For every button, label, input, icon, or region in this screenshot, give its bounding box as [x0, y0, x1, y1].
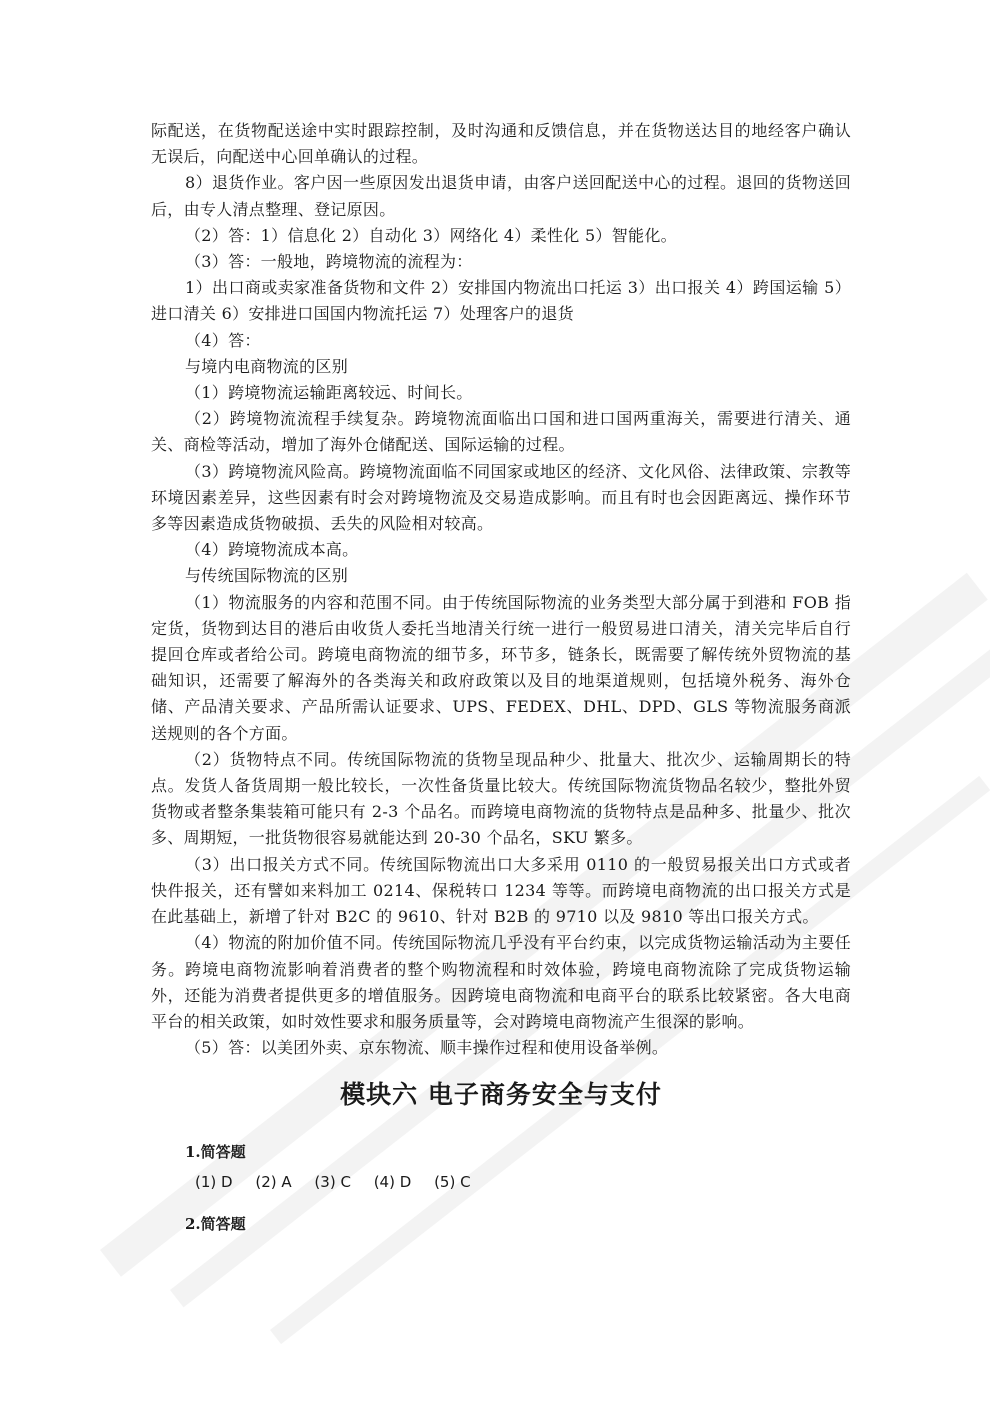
paragraph: （4）跨境物流成本高。 — [185, 540, 359, 560]
paragraph: （1）物流服务的内容和范围不同。由于传统国际物流的业务类型大部分属于到港和 FOB 指定货，货物到达目的港后由收货人委托当地清关行统一进行一般贸易进口清关，清关完毕后自行提回仓库或者给公司。跨境电商物流的细节多，环节多，链条长，既需要了解传统外贸物流的基础知识，还需要了解海外的各类海关和政府政策以及目的地渠道规则，包括境外税务、海外仓储、产品清关要求、产品所需认证要求、UPS、FEDEX、DHL、DPD、GLS 等物流服务商派送规则的各个方面。 — [151, 592, 851, 743]
paragraph: （3）答：一般地，跨境物流的流程为： — [185, 252, 473, 272]
paragraph: 1）出口商或卖家准备货物和文件 2）安排国内物流出口托运 3）出口报关 4）跨国运输 5）进口清关 6）安排进口国国内物流托运 7）处理客户的退货 — [151, 278, 851, 324]
answer-item: (2) A — [255, 1173, 292, 1192]
paragraph: （3）出口报关方式不同。传统国际物流出口大多采用 0110 的一般贸易报关出口方式或者快件报关，还有譬如来料加工 0214、保税转口 1234 等等。而跨境电商物流的出口报关方式是在此基础上，新增了针对 B2C 的 9610、针对 B2B 的 9710 以及 9810 等出口报关方式。 — [151, 854, 851, 927]
answer-item: (5) C — [434, 1173, 471, 1192]
paragraph: 与境内电商物流的区别 — [185, 356, 349, 376]
answer-item: (3) C — [314, 1173, 351, 1192]
paragraph: 与传统国际物流的区别 — [185, 566, 349, 586]
paragraph: （2）跨境物流流程手续复杂。跨境物流面临出口国和进口国两重海关，需要进行清关、通关、商检等活动，增加了海外仓储配送、国际运输的过程。 — [151, 409, 851, 455]
module-title: 模块六 电子商务安全与支付 — [340, 1080, 662, 1110]
answer-list — [151, 1167, 851, 1197]
paragraph: 8）退货作业。客户因一些原因发出退货申请，由客户送回配送中心的过程。退回的货物送回后，由专人清点整理、登记原因。 — [151, 173, 851, 219]
paragraph: （1）跨境物流运输距离较远、时间长。 — [185, 383, 473, 403]
answer-item: (4) D — [373, 1173, 412, 1192]
answer-item: (1) D — [195, 1173, 233, 1192]
paragraph: （3）跨境物流风险高。跨境物流面临不同国家或地区的经济、文化风俗、法律政策、宗教等环境因素差异，这些因素有时会对跨境物流及交易造成影响。而且有时也会因距离远、操作环节多等因素造成货物破损、丢失的风险相对较高。 — [151, 461, 851, 534]
paragraph: （4）答： — [185, 330, 261, 350]
paragraph: （2）货物特点不同。传统国际物流的货物呈现品种少、批量大、批次少、运输周期长的特点。发货人备货周期一般比较长，一次性备货量比较大。传统国际物流货物品名较少，整批外贸货物或者整条集装箱可能只有 2-3 个品名。而跨境电商物流的货物特点是品种多、批量少、批次多、周期短，一批货物很容易就能达到 20-30 个品名，SKU 繁多。 — [151, 749, 851, 848]
section-title-1: 1.简答题 — [185, 1143, 246, 1162]
page-content — [151, 118, 851, 1237]
section-title-2: 2.简答题 — [185, 1215, 246, 1234]
paragraph: 际配送，在货物配送途中实时跟踪控制，及时沟通和反馈信息，并在货物送达目的地经客户确认无误后，向配送中心回单确认的过程。 — [151, 121, 851, 167]
paragraph: （5）答：以美团外卖、京东物流、顺丰操作过程和使用设备举例。 — [185, 1038, 669, 1058]
paragraph: （4）物流的附加价值不同。传统国际物流几乎没有平台约束，以完成货物运输活动为主要任务。跨境电商物流影响着消费者的整个购物流程和时效体验，跨境电商物流除了完成货物运输外，还能为消费者提供更多的增值服务。因跨境电商物流和电商平台的联系比较紧密。各大电商平台的相关政策，如时效性要求和服务质量等，会对跨境电商物流产生很深的影响。 — [151, 933, 851, 1031]
paragraph: （2）答：1）信息化 2）自动化 3）网络化 4）柔性化 5）智能化。 — [185, 225, 677, 245]
body-text — [151, 118, 851, 1061]
